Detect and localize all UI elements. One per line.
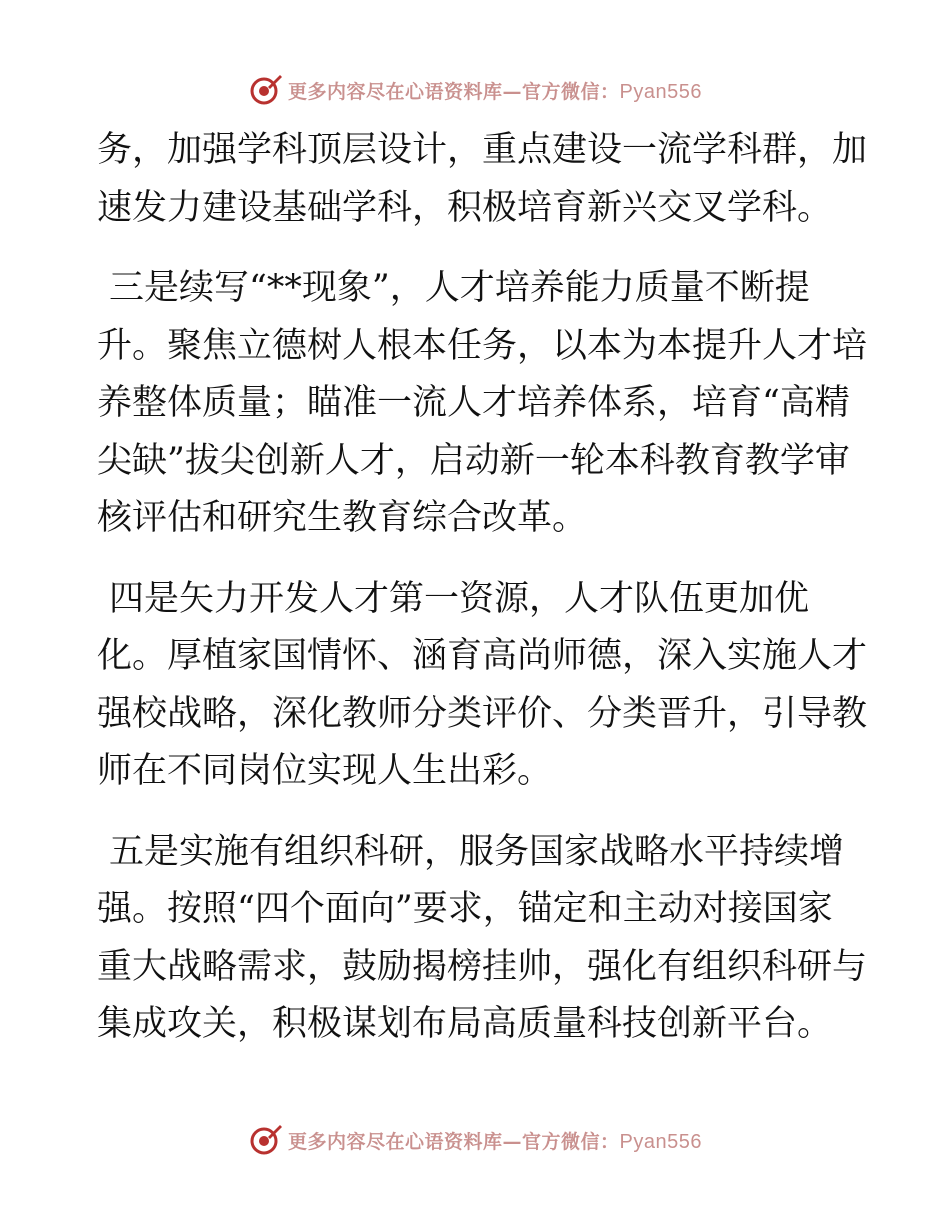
text-line: 升。聚焦立德树人根本任务，以本为本提升人才培 — [97, 325, 868, 366]
text-line: 四是矢力开发人才第一资源，人才队伍更加优 — [109, 578, 810, 619]
text-line: 尖缺”拔尖创新人才，启动新一轮本科教育教学审 — [97, 440, 850, 481]
header-watermark — [0, 70, 950, 110]
watermark-wechat-id: Pyan556 — [619, 1130, 702, 1153]
paragraph-point-five — [97, 824, 868, 1054]
text-line: 务，加强学科顶层设计，重点建设一流学科群，加 — [97, 130, 868, 170]
watermark-wechat-id: Pyan556 — [619, 80, 702, 103]
text-line: 核评估和研究生教育综合改革。 — [97, 498, 588, 538]
watermark-label: 更多内容尽在心语资料库—官方微信： — [288, 1130, 620, 1153]
pen-logo-icon — [248, 72, 284, 108]
watermark-label: 更多内容尽在心语资料库—官方微信： — [288, 80, 620, 103]
text-line: 集成攻关，积极谋划布局高质量科技创新平台。 — [97, 1004, 833, 1044]
paragraph-point-three — [97, 260, 868, 548]
text-line: 强校战略，深化教师分类评价、分类晋升，引导教 — [97, 693, 868, 734]
watermark-text — [288, 1127, 702, 1154]
paragraph-point-four — [97, 571, 868, 801]
text-line: 三是续写“**现象”，人才培养能力质量不断提 — [109, 268, 810, 308]
document-body — [97, 122, 868, 1077]
footer-watermark — [0, 1120, 950, 1160]
text-line: 重大战略需求，鼓励揭榜挂帅，强化有组织科研与 — [97, 946, 868, 987]
text-line: 师在不同岗位实现人生出彩。 — [97, 751, 553, 791]
pen-logo-icon — [248, 1122, 284, 1158]
paragraph-continuation — [97, 122, 868, 237]
text-line: 养整体质量；瞄准一流人才培养体系，培育“高精 — [97, 383, 850, 423]
text-line: 化。厚植家国情怀、涵育高尚师德，深入实施人才 — [97, 636, 868, 676]
watermark-text — [288, 77, 702, 104]
text-line: 速发力建设基础学科，积极培育新兴交叉学科。 — [97, 187, 833, 228]
text-line: 五是实施有组织科研，服务国家战略水平持续增 — [109, 831, 845, 872]
text-line: 强。按照“四个面向”要求，锚定和主动对接国家 — [97, 889, 833, 929]
